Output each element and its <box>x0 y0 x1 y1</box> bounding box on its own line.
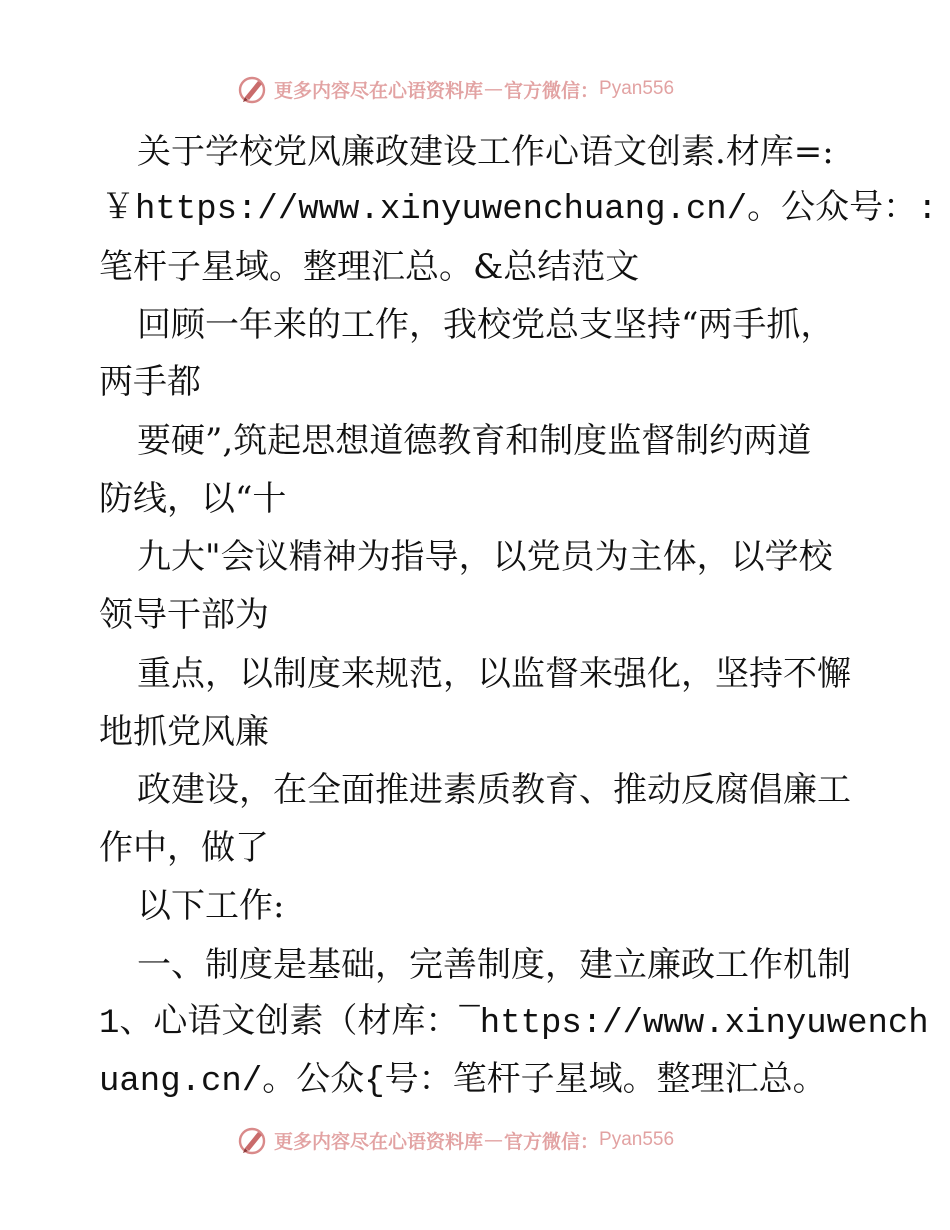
watermark-main-text: 更多内容尽在心语资料库 <box>274 1130 484 1153</box>
pen-logo-icon <box>236 73 268 105</box>
watermark-dash: — <box>484 78 504 100</box>
text-line: 1、心语文创素（材库：¯https://www.xinyuwench <box>99 1005 929 1043</box>
text-line: 地抓党风廉 <box>99 712 269 752</box>
watermark-main-text: 更多内容尽在心语资料库 <box>274 79 484 102</box>
text-line: 笔杆子星域。整理汇总。&总结范文 <box>99 247 640 287</box>
text-line: uang.cn/。公众{号：笔杆子星域。整理汇总。 <box>99 1063 827 1101</box>
watermark-wechat-id: Pyan556 <box>599 1129 675 1150</box>
watermark-header <box>236 72 674 106</box>
watermark-wechat-id: Pyan556 <box>599 78 675 99</box>
text-line: ￥https://www.xinyuwenchuang.cn/。公众号：: <box>101 191 938 229</box>
pen-logo-icon <box>236 1124 268 1156</box>
text-line: 以下工作: <box>137 886 285 926</box>
text-line: 作中，做了 <box>99 828 269 868</box>
text-line: 两手都 <box>99 362 201 402</box>
text-line: 回顾一年来的工作，我校党总支坚持“两手抓， <box>137 305 835 345</box>
text-line: 政建设，在全面推进素质教育、推动反腐倡廉工 <box>137 770 851 810</box>
watermark-wechat-label: 官方微信： <box>504 1130 600 1153</box>
text-line: 九大"会议精神为指导，以党员为主体，以学校 <box>137 537 833 577</box>
text-line: 重点，以制度来规范，以监督来强化，坚持不懈 <box>137 654 851 694</box>
text-line: 一、制度是基础，完善制度，建立廉政工作机制 <box>137 945 851 985</box>
text-line: 关于学校党风廉政建设工作心语文创素.材库=: <box>137 132 834 172</box>
text-line: 防线，以“十 <box>99 479 287 519</box>
text-line: 要硬”,筑起思想道德教育和制度监督制约两道 <box>137 421 812 461</box>
watermark-footer <box>236 1123 674 1157</box>
watermark-dash: — <box>484 1129 504 1151</box>
text-line: 领导干部为 <box>99 595 269 635</box>
watermark-wechat-label: 官方微信： <box>504 79 600 102</box>
